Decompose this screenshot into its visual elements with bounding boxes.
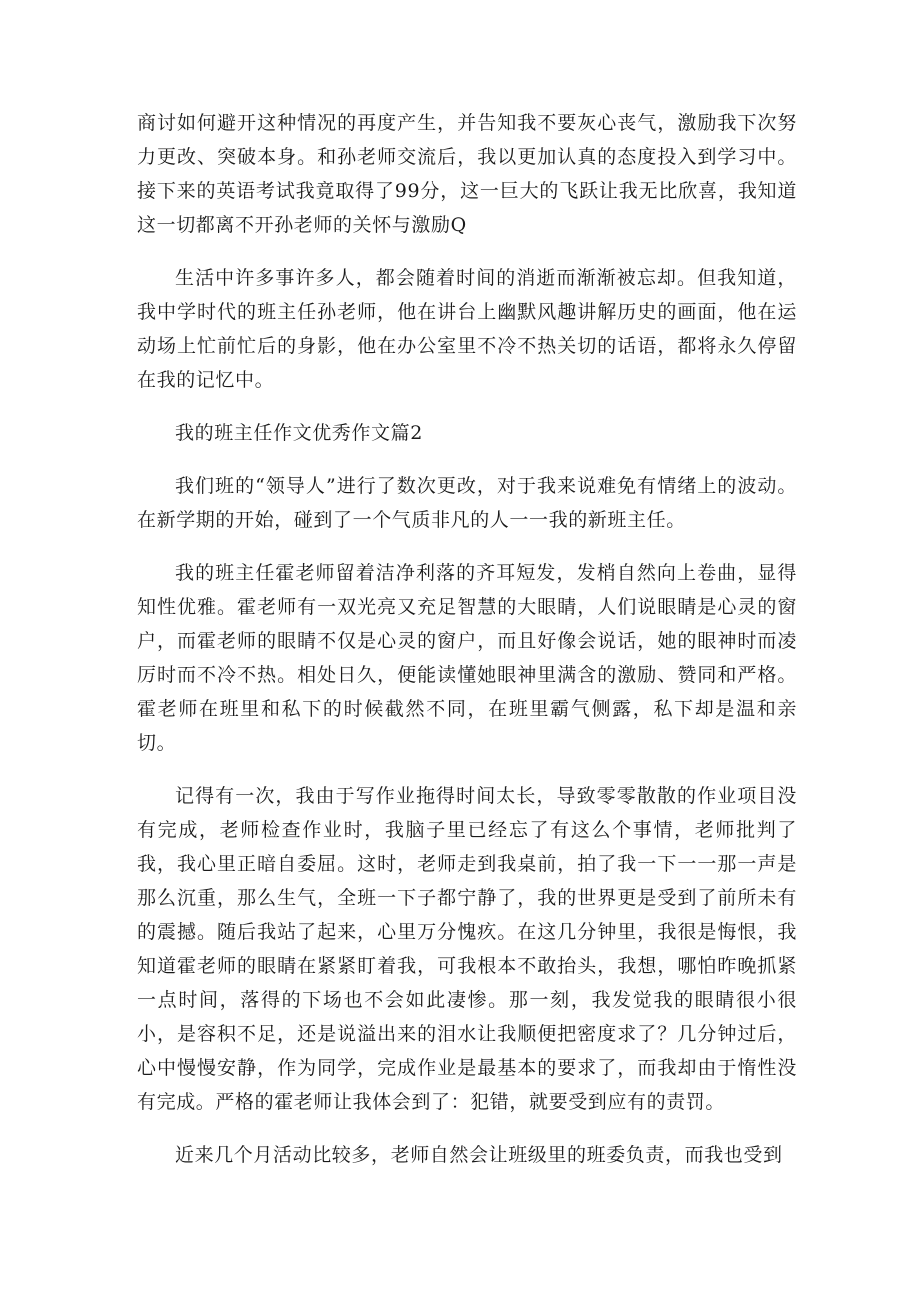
paragraph: 生活中许多事许多人，都会随着时间的消逝而渐渐被忘却。但我知道，我中学时代的班主任孙老师，他在讲台上幽默风趣讲解历史的画面，他在运动场上忙前忙后的身影，他在办公室里不冷不热关切的话语，都将永久停留在我的记忆中。 [137,267,797,391]
article-body [137,106,797,1191]
paragraph: 我的班主任霍老师留着洁净利落的齐耳短发，发梢自然向上卷曲，显得知性优雅。霍老师有一双光亮又充足智慧的大眼睛，人们说眼睛是心灵的窗户，而霍老师的眼睛不仅是心灵的窗户，而且好像会说话，她的眼神时而凌厉时而不冷不热。相处日久，便能读懂她眼神里满含的激励、赞同和严格。霍老师在班里和私下的时候截然不同，在班里霸气侧露，私下却是温和亲切。 [137,562,797,754]
section-heading: 我的班主任作文优秀作文篇2 [175,422,423,444]
paragraph-continued: 商讨如何避开这种情况的再度产生，并告知我不要灰心丧气，激励我下次努力更改、突破本身。和孙老师交流后，我以更加认真的态度投入到学习中。接下来的英语考试我竟取得了99分，这一巨大的飞跃让我无比欣喜，我知道这一切都离不开孙老师的关怀与激励Q [137,112,797,236]
paragraph: 我们班的“领导人”进行了数次更改，对于我来说难免有情绪上的波动。在新学期的开始，碰到了一个气质非凡的人一一我的新班主任。 [137,475,797,531]
paragraph: 记得有一次，我由于写作业拖得时间太长，导致零零散散的作业项目没有完成，老师检查作业时，我脑子里已经忘了有这么个事情，老师批判了我，我心里正暗自委屈。这时，老师走到我桌前，拍了我一下一一那一声是那么沉重，那么生气，全班一下子都宁静了，我的世界更是受到了前所未有的震撼。随后我站了起来，心里万分愧疚。在这几分钟里，我很是悔恨，我知道霍老师的眼睛在紧紧盯着我，可我根本不敢抬头，我想，哪怕昨晚抓紧一点时间，落得的下场也不会如此凄惨。那一刻，我发觉我的眼睛很小很小，是容积不足，还是说溢出来的泪水让我顺便把密度求了？几分钟过后，心中慢慢安静，作为同学，完成作业是最基本的要求了，而我却由于惰性没有完成。严格的霍老师让我体会到了：犯错，就要受到应有的责罚。 [137,785,797,1113]
paragraph: 近来几个月活动比较多，老师自然会让班级里的班委负责，而我也受到 [175,1144,783,1166]
